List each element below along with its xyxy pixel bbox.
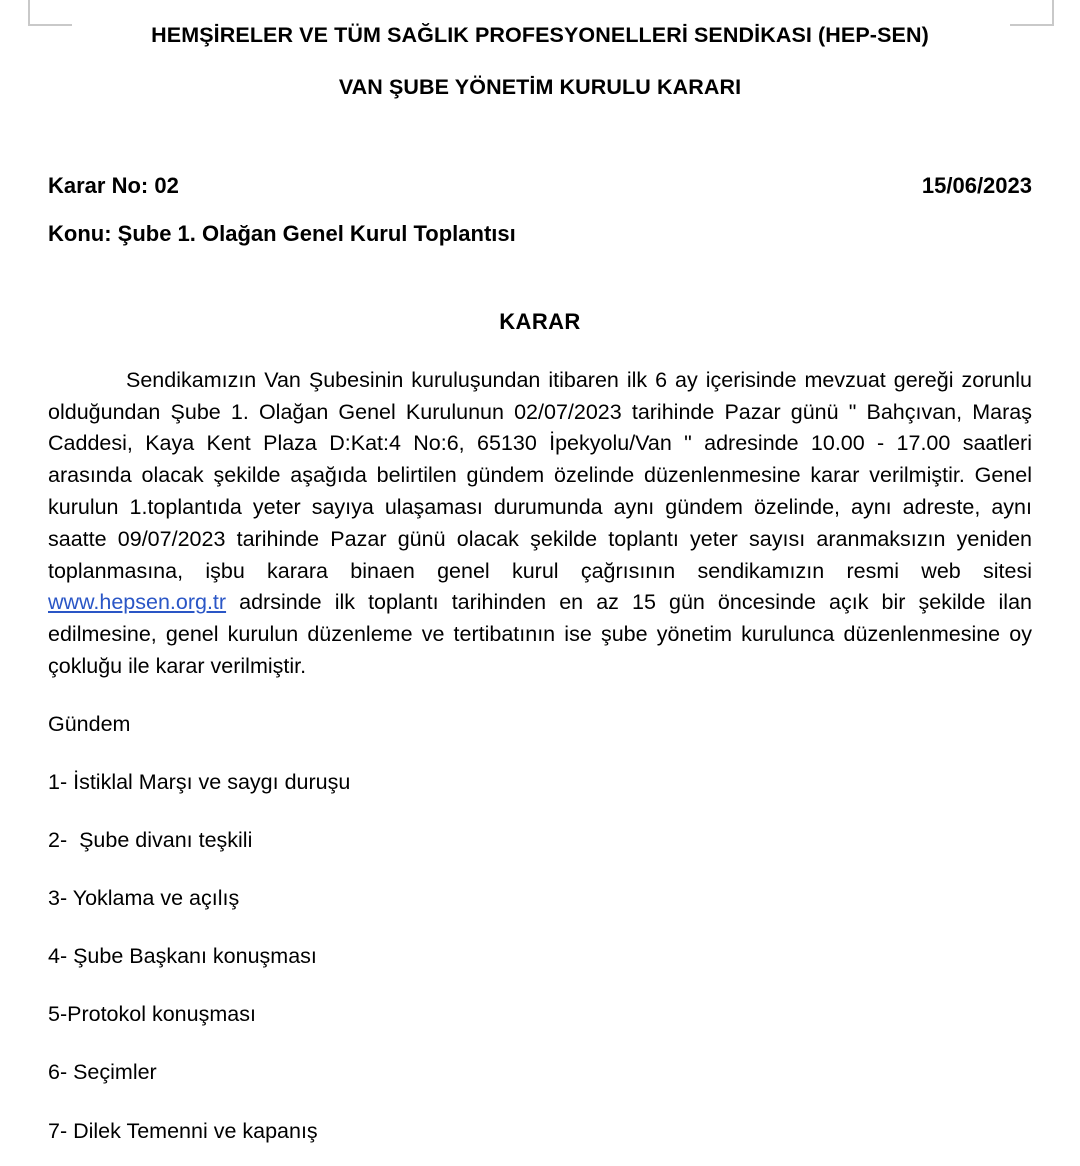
decision-meta-row <box>48 173 1032 199</box>
decision-body-part-one: Sendikamızın Van Şubesinin kuruluşundan itibaren ilk 6 ay içerisinde mevzuat gereği zorunlu olduğundan Şube 1. Olağan Genel Kurulunun 02/07/2023 tarihinde Pazar günü " Bahçıvan, Maraş Caddesi, Kaya Kent Plaza D:Kat:4 No:6, 65130 İpekyolu/Van " adresinde 10.00 - 17.00 saatleri arasında olacak şekilde aşağıda belirtilen gündem özelinde düzenlenmesine karar verilmiştir. Genel kurulun 1.toplantıda yeter sayıya ulaşaması durumunda aynı gündem özelinde, aynı adreste, aynı saatte 09/07/2023 tarihinde Pazar günü olacak şekilde toplantı yeter sayısı aranmaksızın yeniden toplanmasına, işbu karara binaen genel kurul çağrısının sendikamızın resmi web sitesi <box>48 367 1032 583</box>
document-header <box>48 0 1032 101</box>
document-subtitle: VAN ŞUBE YÖNETİM KURULU KARARI <box>338 74 742 99</box>
decision-body-paragraph <box>48 365 1032 683</box>
decision-number: Karar No: 02 <box>48 172 179 198</box>
decision-meta <box>48 173 1032 247</box>
agenda-item: 2- Şube divanı teşkili <box>48 828 253 853</box>
agenda-item: 5-Protokol konuşması <box>48 1002 256 1027</box>
decision-heading: KARAR <box>499 308 581 334</box>
agenda-item: 3- Yoklama ve açılış <box>48 886 240 911</box>
agenda-item: 6- Seçimler <box>48 1060 157 1085</box>
agenda-item: 4- Şube Başkanı konuşması <box>48 944 317 969</box>
agenda-section <box>48 709 1032 1146</box>
decision-body-part-two: adrsinde ilk toplantı tarihinden en az 15 gün öncesinde açık bir şekilde ilan edilmesine, genel kurulun düzenleme ve tertibatının ise şube yönetim kurulunca düzenlenmesine oy çokluğu ile karar verilmiştir. <box>48 590 1032 679</box>
agenda-heading: Gündem <box>48 711 131 736</box>
document-content <box>48 0 1032 1146</box>
agenda-item: 1- İstiklal Marşı ve saygı duruşu <box>48 769 351 794</box>
decision-subject: Konu: Şube 1. Olağan Genel Kurul Toplantısı <box>48 220 516 246</box>
agenda-item: 7- Dilek Temenni ve kapanış <box>48 1118 318 1143</box>
union-website-link[interactable]: www.hepsen.org.tr <box>48 590 227 615</box>
decision-date: 15/06/2023 <box>921 172 1032 198</box>
organization-title: HEMŞİRELER VE TÜM SAĞLIK PROFESYONELLERİ SENDİKASI (HEP-SEN) <box>151 23 929 47</box>
